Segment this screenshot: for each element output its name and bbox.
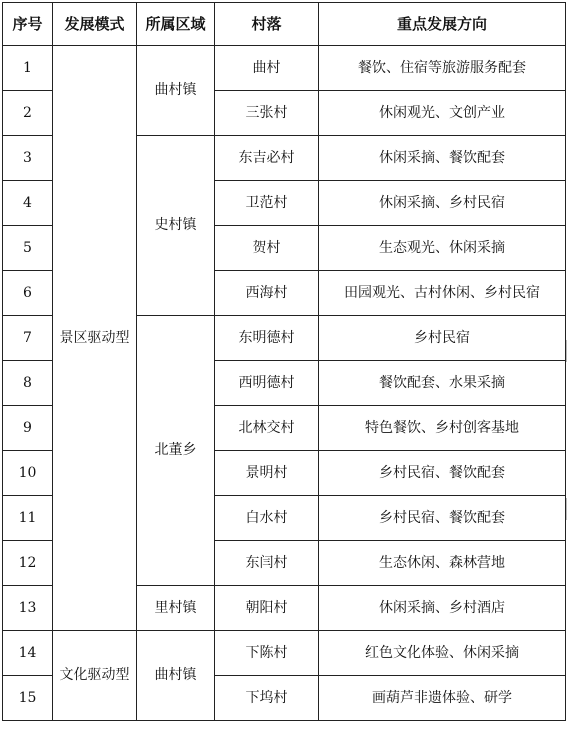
village-cell: 朝阳村 — [215, 586, 319, 631]
row-number: 2 — [3, 91, 53, 136]
direction-cell: 红色文化体验、休闲采摘 — [319, 631, 566, 676]
village-cell: 西明德村 — [215, 361, 319, 406]
village-development-table — [2, 2, 566, 721]
header-no: 序号 — [3, 3, 53, 46]
row-number: 3 — [3, 136, 53, 181]
row-number: 5 — [3, 226, 53, 271]
direction-cell: 乡村民宿、餐饮配套 — [319, 496, 566, 541]
village-cell: 西海村 — [215, 271, 319, 316]
direction-cell: 乡村民宿、餐饮配套 — [319, 451, 566, 496]
village-cell: 东闫村 — [215, 541, 319, 586]
direction-cell: 田园观光、古村休闲、乡村民宿 — [319, 271, 566, 316]
table-row — [3, 631, 566, 676]
village-cell: 三张村 — [215, 91, 319, 136]
direction-cell: 特色餐饮、乡村创客基地 — [319, 406, 566, 451]
village-cell: 贺村 — [215, 226, 319, 271]
direction-cell: 休闲采摘、乡村酒店 — [319, 586, 566, 631]
village-cell: 白水村 — [215, 496, 319, 541]
header-mode: 发展模式 — [53, 3, 137, 46]
row-number: 4 — [3, 181, 53, 226]
direction-cell: 乡村民宿 — [319, 316, 566, 361]
village-cell: 东明德村 — [215, 316, 319, 361]
village-cell: 卫范村 — [215, 181, 319, 226]
row-number: 13 — [3, 586, 53, 631]
row-number: 6 — [3, 271, 53, 316]
region-cell: 曲村镇 — [137, 631, 215, 721]
direction-cell: 画葫芦非遗体验、研学 — [319, 676, 566, 721]
row-number: 1 — [3, 46, 53, 91]
direction-cell: 休闲观光、文创产业 — [319, 91, 566, 136]
region-cell: 史村镇 — [137, 136, 215, 316]
row-number: 11 — [3, 496, 53, 541]
village-cell: 北林交村 — [215, 406, 319, 451]
village-cell: 东吉必村 — [215, 136, 319, 181]
region-cell: 里村镇 — [137, 586, 215, 631]
region-cell: 曲村镇 — [137, 46, 215, 136]
village-cell: 下陈村 — [215, 631, 319, 676]
page-edge-mark — [566, 498, 567, 520]
row-number: 14 — [3, 631, 53, 676]
direction-cell: 休闲采摘、乡村民宿 — [319, 181, 566, 226]
direction-cell: 餐饮配套、水果采摘 — [319, 361, 566, 406]
village-cell: 曲村 — [215, 46, 319, 91]
header-village: 村落 — [215, 3, 319, 46]
village-cell: 下坞村 — [215, 676, 319, 721]
row-number: 10 — [3, 451, 53, 496]
village-cell: 景明村 — [215, 451, 319, 496]
row-number: 7 — [3, 316, 53, 361]
row-number: 9 — [3, 406, 53, 451]
page-edge-mark — [566, 340, 567, 362]
direction-cell: 休闲采摘、餐饮配套 — [319, 136, 566, 181]
mode-cell: 文化驱动型 — [53, 631, 137, 721]
mode-cell: 景区驱动型 — [53, 46, 137, 631]
header-row — [3, 3, 566, 46]
header-region: 所属区域 — [137, 3, 215, 46]
direction-cell: 生态观光、休闲采摘 — [319, 226, 566, 271]
row-number: 8 — [3, 361, 53, 406]
direction-cell: 餐饮、住宿等旅游服务配套 — [319, 46, 566, 91]
header-direction: 重点发展方向 — [319, 3, 566, 46]
row-number: 12 — [3, 541, 53, 586]
row-number: 15 — [3, 676, 53, 721]
region-cell: 北董乡 — [137, 316, 215, 586]
table-row — [3, 46, 566, 91]
direction-cell: 生态休闲、森林营地 — [319, 541, 566, 586]
